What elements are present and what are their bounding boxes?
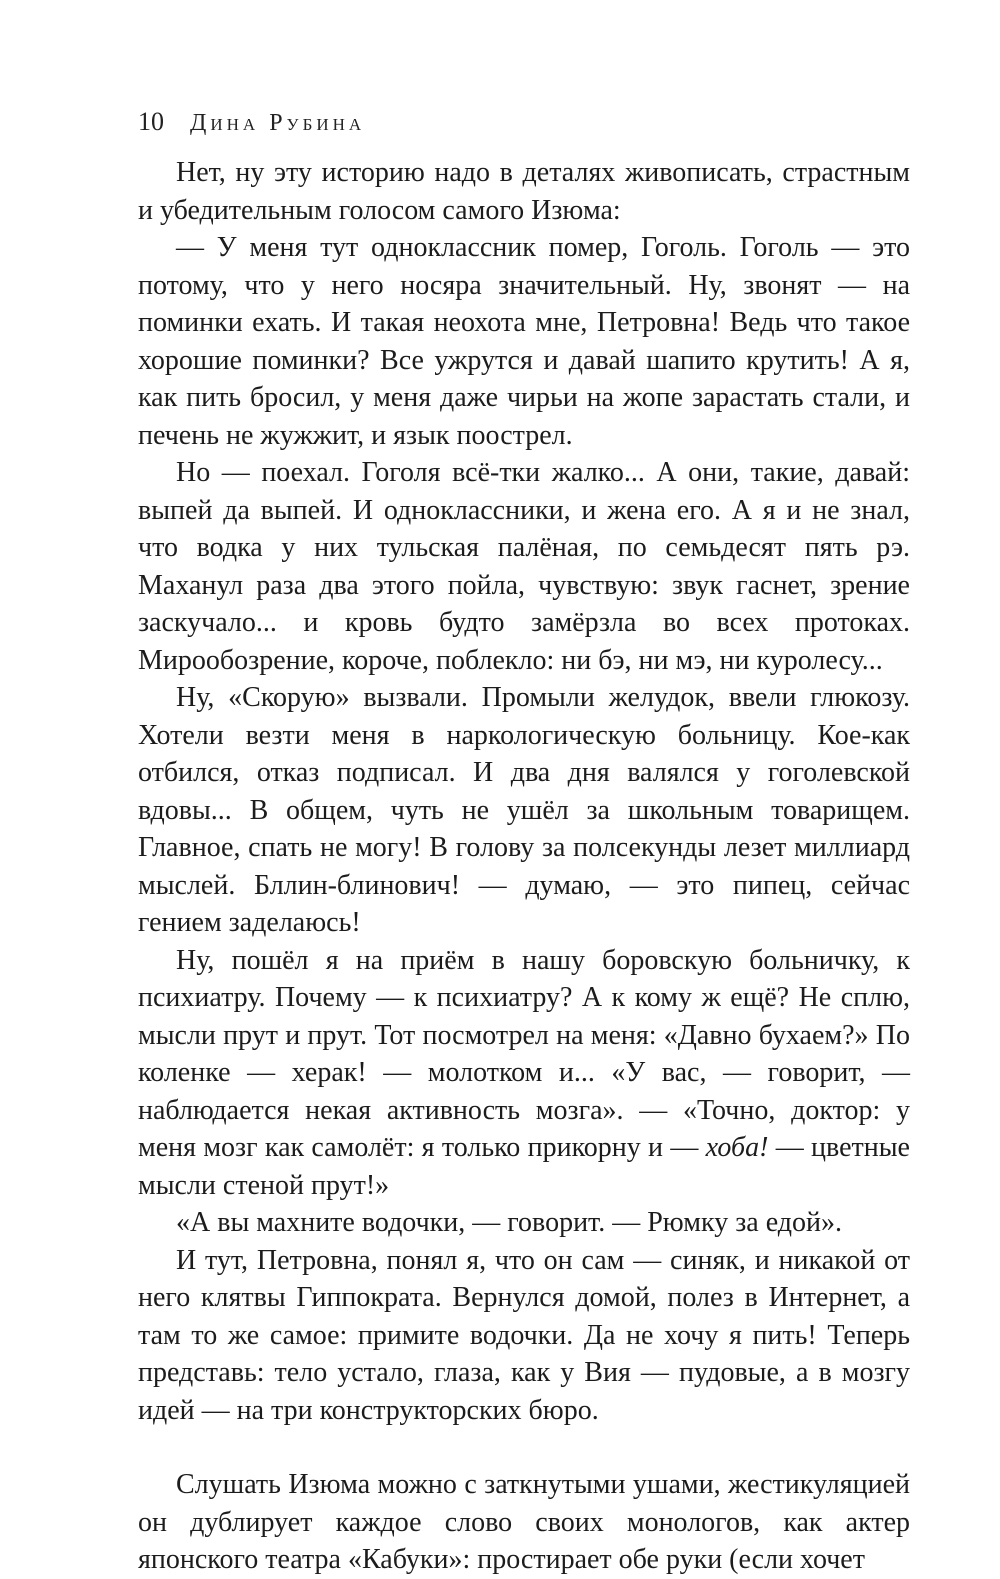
paragraph-gogol: — У меня тут одноклассник помер, Гоголь. Гоголь — это потому, что у него носяра значительный. Ну, звонят — на поминки ехать. И такая неохота мне, Петровна! Ведь что такое хорошие поминки? Все ужрутся и давай шапито крутить! А я, как пить бросил, у меня даже чирьи на жопе зарастать стали, и печень не жужжит, и язык поострел. — [138, 232, 910, 451]
page-number: 10 — [138, 107, 164, 136]
running-head — [138, 104, 365, 141]
paragraph-listening: Слушать Изюма можно с заткнутыми ушами, жестикуляцией он дублирует каждое слово своих монологов, как актер японского театра «Кабуки»: простирает обе руки (если хочет — [138, 1469, 910, 1575]
section-break — [138, 1429, 910, 1466]
paragraph-internet: И тут, Петровна, понял я, что он сам — синяк, и никакой от него клятвы Гиппократа. Вернулся домой, полез в Интернет, а там то же самое: примите водочки. Да не хочу я пить! Теперь представь: тело устало, глаза, как у Вия — пудовые, а в мозгу идей — на три конструкторских бюро. — [138, 1244, 910, 1426]
paragraph-psychiatrist — [138, 942, 910, 1205]
paragraph-intro: Нет, ну эту историю надо в деталях живописать, страстным и убедительным голосом самого Изюма: — [138, 157, 910, 226]
paragraph-ambulance: Ну, «Скорую» вызвали. Промыли желудок, ввели глюкозу. Хотели везти меня в наркологическую больницу. Кое-как отбился, отказ подписал. И два дня валялся у гоголевской вдовы... В общем, чуть не ушёл за школьным товарищем. Главное, спать не могу! В голову за полсекунды лезет миллиард мыслей. Бллин-блинович! — думаю, — это пипец, сейчас гением заделаюсь! — [138, 682, 910, 938]
paragraph-wake: Но — поехал. Гоголя всё-тки жалко... А они, такие, давай: выпей да выпей. И одноклассники, и жена его. А я и не знал, что водка у них тульская палёная, по семьдесят пять рэ. Маханул раза два этого пойла, чувствую: звук гаснет, зрение заскучало... и кровь будто замёрзла во всех протоках. Мирообозрение, короче, поблекло: ни бэ, ни мэ, ни куролесу... — [138, 457, 910, 676]
paragraph-psychiatrist-italic: хоба! — [705, 1132, 769, 1163]
paragraph-psychiatrist-text-after: — цветные мысли стеной прут!» — [138, 1132, 910, 1201]
paragraph-vodka-advice: «А вы махните водочки, — говорит. — Рюмку за едой». — [176, 1207, 843, 1238]
body-text — [138, 154, 910, 1579]
paragraph-psychiatrist-text-before: Ну, пошёл я на приём в нашу боровскую больничку, к психиатру. Почему — к психиатру? А к кому ж ещё? Не сплю, мысли прут и прут. Тот посмотрел на меня: «Давно бухаем?» По коленке — херак! — молотком и... «У вас, — говорит, — наблюдается некая активность мозга». — «Точно, доктор: у меня мозг как самолёт: я только прикорну и — — [138, 944, 910, 1163]
author-name: Дина Рубина — [190, 110, 366, 136]
